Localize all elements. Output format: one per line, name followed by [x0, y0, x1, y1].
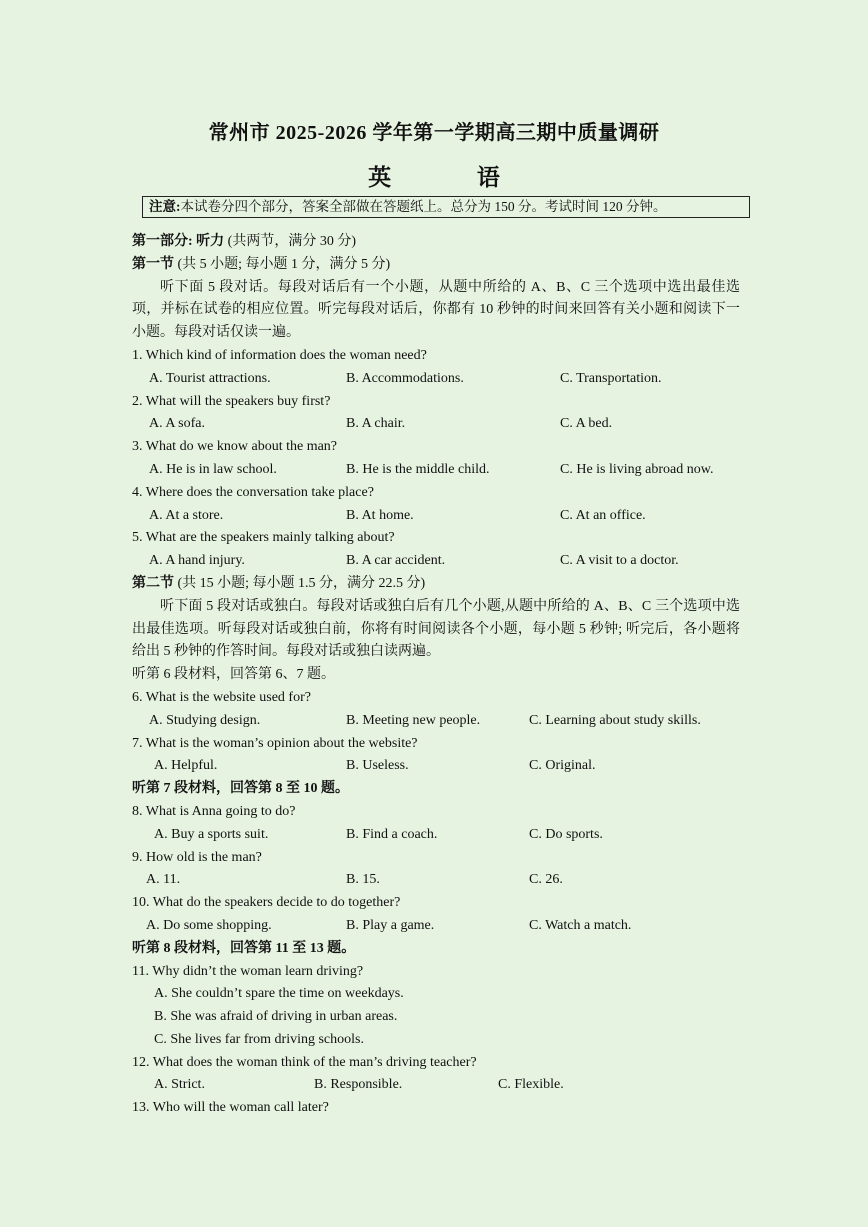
options-12 — [132, 1074, 740, 1097]
option-b: B. Play a game. — [346, 917, 435, 933]
section1-instructions: 听下面 5 段对话。每段对话后有一个小题，从题中所给的 A、B、C 三个选项中选出最佳选项，并标在试卷的相应位置。听完每段对话后，你都有 10 秒钟的时间来回答有关小题和阅读下一小题。每段对话仅读一遍。 — [132, 279, 740, 341]
option-a: A. Do some shopping. — [146, 917, 272, 933]
option-a: A. She couldn’t spare the time on weekdays. — [154, 986, 404, 1002]
section2-heading: 第二节 (共 15 小题; 每小题 1.5 分，满分 22.5 分) — [132, 575, 426, 591]
notice-box — [142, 196, 750, 218]
option-a: A. 11. — [146, 872, 181, 888]
option-a: A. He is in law school. — [149, 461, 277, 477]
options-2 — [132, 413, 740, 436]
option-a: A. Helpful. — [154, 758, 218, 774]
option-b: B. A car accident. — [346, 553, 446, 569]
question-10: 10. What do the speakers decide to do together? — [132, 895, 401, 911]
question-2: 2. What will the speakers buy first? — [132, 393, 331, 409]
question-1: 1. Which kind of information does the woman need? — [132, 347, 427, 363]
question-9: 9. How old is the man? — [132, 849, 262, 865]
option-a: A. Buy a sports suit. — [154, 826, 269, 842]
option-b: B. 15. — [346, 872, 380, 888]
option-c: C. A visit to a doctor. — [560, 553, 679, 569]
option-c: C. He is living abroad now. — [560, 461, 714, 477]
material-7-instruction: 听第 7 段材料，回答第 8 至 10 题。 — [132, 781, 349, 797]
question-7: 7. What is the woman’s opinion about the website? — [132, 735, 418, 751]
question-11: 11. Why didn’t the woman learn driving? — [132, 963, 364, 979]
option-b: B. Responsible. — [314, 1077, 403, 1093]
option-b: B. A chair. — [346, 416, 406, 432]
option-c: C. Learning about study skills. — [529, 712, 701, 728]
option-c: C. At an office. — [560, 507, 646, 523]
options-5 — [132, 550, 740, 573]
question-13: 13. Who will the woman call later? — [132, 1100, 329, 1116]
section1-heading: 第一节 (共 5 小题; 每小题 1 分，满分 5 分) — [132, 256, 391, 272]
option-b: B. Useless. — [346, 758, 409, 774]
notice-text: 本试卷分四个部分，答案全部做在答题纸上。总分为 150 分。考试时间 120 分钟。 — [180, 199, 667, 214]
material-6-instruction: 听第 6 段材料，回答第 6、7 题。 — [132, 667, 335, 683]
options-10 — [132, 915, 740, 938]
options-7 — [132, 755, 740, 778]
options-9 — [132, 869, 740, 892]
option-c: C. A bed. — [560, 416, 613, 432]
exam-content — [132, 231, 740, 1120]
material-8-instruction: 听第 8 段材料，回答第 11 至 13 题。 — [132, 940, 356, 956]
option-c: C. Original. — [529, 758, 596, 774]
option-c: C. Do sports. — [529, 826, 603, 842]
options-8 — [132, 824, 740, 847]
options-3 — [132, 459, 740, 482]
option-a: A. Strict. — [154, 1077, 205, 1093]
option-b: B. He is the middle child. — [346, 461, 490, 477]
question-4: 4. Where does the conversation take place? — [132, 484, 374, 500]
option-b: B. Accommodations. — [346, 370, 464, 386]
option-b: B. At home. — [346, 507, 414, 523]
option-b: B. She was afraid of driving in urban areas. — [154, 1009, 398, 1025]
option-a: A. A sofa. — [149, 416, 205, 432]
option-a: A. Tourist attractions. — [149, 370, 271, 386]
options-1 — [132, 368, 740, 391]
option-c: C. Watch a match. — [529, 917, 632, 933]
option-a: A. A hand injury. — [149, 553, 245, 569]
option-c: C. Flexible. — [498, 1077, 564, 1093]
option-a: A. Studying design. — [149, 712, 261, 728]
options-6 — [132, 710, 740, 733]
part1-heading: 第一部分: 听力 (共两节，满分 30 分) — [132, 234, 356, 249]
option-a: A. At a store. — [149, 507, 224, 523]
options-4 — [132, 505, 740, 528]
option-b: B. Find a coach. — [346, 826, 438, 842]
option-c: C. Transportation. — [560, 370, 662, 386]
exam-title: 常州市 2025-2026 学年第一学期高三期中质量调研 — [208, 122, 660, 144]
option-b: B. Meeting new people. — [346, 712, 481, 728]
section2-instructions: 听下面 5 段对话或独白。每段对话或独白后有几个小题,从题中所给的 A、B、C 三个选项中选出最佳选项。听每段对话或独白前，你将有时间阅读各个小题，每小题 5 秒钟; 听完后，各小题将给出 5 秒钟的作答时间。每段对话或独白读两遍。 — [132, 598, 740, 660]
question-5: 5. What are the speakers mainly talking about? — [132, 530, 395, 546]
question-12: 12. What does the woman think of the man’s driving teacher? — [132, 1054, 477, 1070]
question-6: 6. What is the website used for? — [132, 689, 311, 705]
question-3: 3. What do we know about the man? — [132, 439, 338, 455]
subject-title: 英 语 — [368, 165, 540, 190]
option-c: C. 26. — [529, 872, 563, 888]
question-8: 8. What is Anna going to do? — [132, 803, 296, 819]
notice-label: 注意: — [149, 199, 181, 214]
option-c: C. She lives far from driving schools. — [154, 1031, 364, 1047]
